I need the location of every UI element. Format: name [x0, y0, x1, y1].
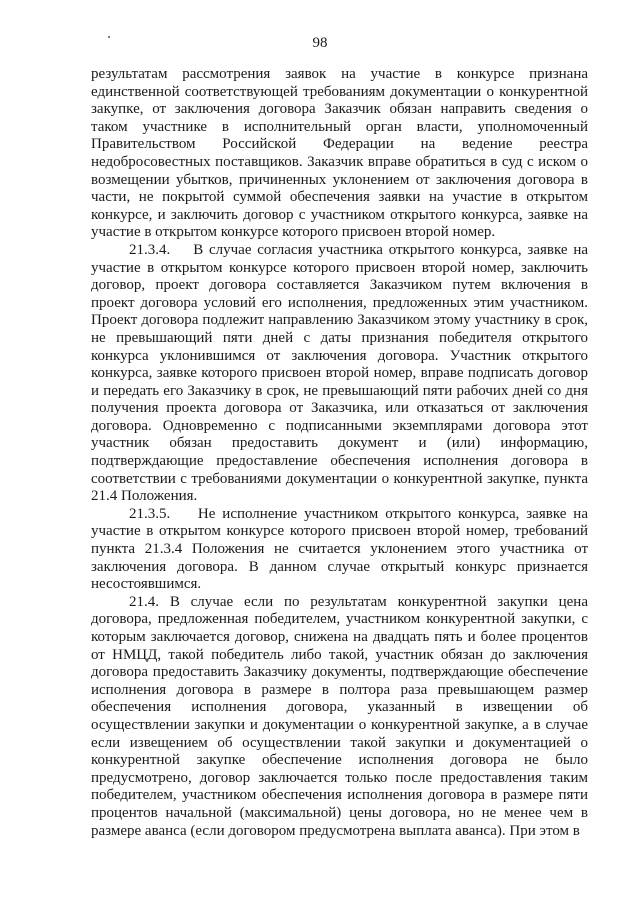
page-number: 98 [312, 35, 328, 51]
paragraph-21-3-5: 21.3.5. Не исполнение участником открытого конкурса, заявке на участие в открытом конкурсе которого присвоен второй номер, требований пункта 21.3.4 Положения не считается уклонением этого участника от заключения договора. В данном случае открытый конкурс признается несостоявшимся. [91, 505, 588, 593]
paragraph-21-3-4: 21.3.4. В случае согласия участника открытого конкурса, заявке на участие в открытом конкурсе которого присвоен второй номер, заключить договор, проект договора составляется Заказчиком путем включения в проект договора условий его исполнения, предложенных этим участником. Проект договора подлежит направлению Заказчиком этому участнику в срок, не превышающий пяти дней с даты признания победителя открытого конкурса уклонившимся от заключения договора. Участник открытого конкурса, заявке которого присвоен второй номер, вправе подписать договор и передать его Заказчику в срок, не превышающий пяти рабочих дней со дня получения проекта договора от Заказчика, или отказаться от заключения договора. Одновременно с подписанными экземплярами договора этот участник обязан предоставить документ и (или) информацию, подтверждающие предоставление обеспечения исполнения договора в соответствии с требованиями документации о конкурентной закупке, пункта 21.4 Положения. [91, 241, 588, 505]
document-body [91, 66, 588, 840]
paragraph-continuation: результатам рассмотрения заявок на участие в конкурсе признана единственной соответствующей требованиям документации о конкурентной закупке, от заключения договора Заказчик обязан направить сведения о таком участнике в исполнительный орган власти, уполномоченный Правительством Российской Федерации на ведение реестра недобросовестных поставщиков. Заказчик вправе обратиться в суд с иском о возмещении убытков, причиненных уклонением от заключения договора в части, не покрытой суммой обеспечения заявки на участие в открытом конкурсе, и заключить договор с участником открытого конкурса, заявке на участие в открытом конкурсе которого присвоен второй номер. [91, 66, 588, 241]
paragraph-21-4: 21.4. В случае если по результатам конкурентной закупки цена договора, предложенная победителем, участником конкурентной закупки, с которым заключается договор, снижена на двадцать пять и более процентов от НМЦД, такой победитель либо такой, участник обязан до заключения договора предоставить Заказчику документы, подтверждающие обеспечение исполнения договора в размере в полтора раза превышающем размер обеспечения исполнения договора, указанный в извещении об осуществлении закупки и документации о конкурентной закупке, а в случае если извещением об осуществлении такой закупки и документацией о конкурентной закупке обеспечение исполнения договора не было предусмотрено, договор заключается только после предоставления таким победителем, участником обеспечения исполнения договора в размере пяти процентов начальной (максимальной) цены договора, но не менее чем в размере аванса (если договором предусмотрена выплата аванса). При этом в [91, 593, 588, 839]
